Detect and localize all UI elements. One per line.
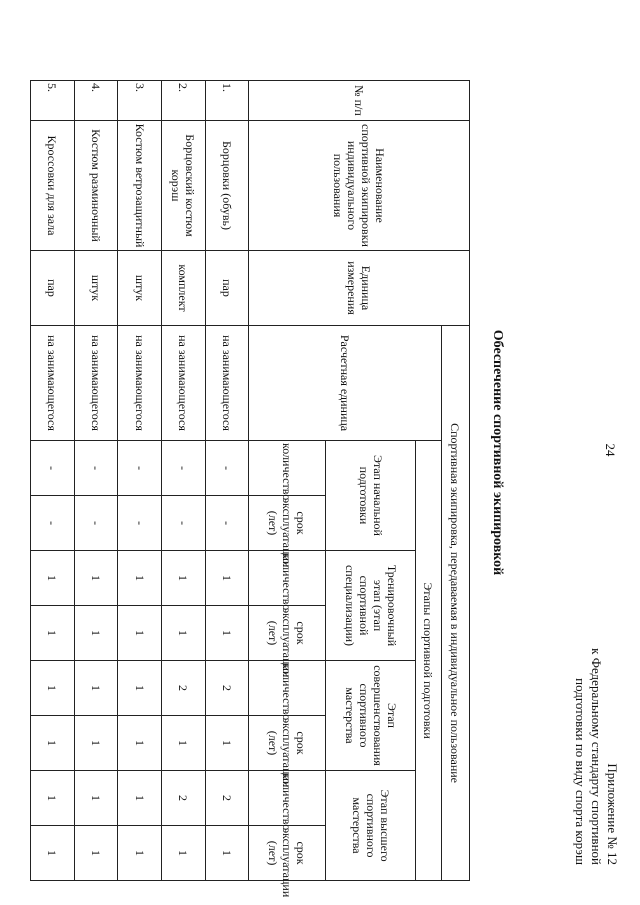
appendix-line-1: Приложение № 12 bbox=[605, 763, 620, 865]
row-value: 1 bbox=[31, 771, 75, 826]
header-calc-unit: Расчетная единица bbox=[249, 326, 442, 441]
row-value: 1 bbox=[74, 606, 118, 661]
table-row bbox=[161, 81, 205, 881]
row-value: 1 bbox=[74, 551, 118, 606]
row-value: - bbox=[205, 496, 249, 551]
row-value: 1 bbox=[161, 826, 205, 881]
row-value: 1 bbox=[118, 826, 162, 881]
header-num: № п/п bbox=[249, 81, 470, 121]
row-value: 1 bbox=[31, 606, 75, 661]
row-unit: штук bbox=[74, 251, 118, 326]
header-stage-3: Этап совершенствования спортивного мастерства bbox=[326, 661, 416, 771]
row-name: Костюм разминочный bbox=[74, 121, 118, 251]
row-value: 1 bbox=[118, 771, 162, 826]
row-value: 1 bbox=[118, 606, 162, 661]
equipment-table bbox=[30, 80, 470, 898]
header-unit: Единица измерения bbox=[249, 251, 470, 326]
appendix-line-3: подготовки по виду спорта корэш bbox=[573, 678, 588, 865]
row-name: Борцовский костюм корэш bbox=[161, 121, 205, 251]
row-unit: штук bbox=[118, 251, 162, 326]
header-qty: количество bbox=[249, 441, 326, 496]
header-stages-group: Этапы спортивной подготовки bbox=[416, 441, 442, 881]
header-row-1 bbox=[441, 81, 469, 881]
row-value: 1 bbox=[161, 551, 205, 606]
row-value: - bbox=[74, 441, 118, 496]
row-calc-unit: на занимающегося bbox=[31, 326, 75, 441]
row-value: 1 bbox=[205, 606, 249, 661]
header-qty: количество bbox=[249, 551, 326, 606]
row-value: 1 bbox=[31, 551, 75, 606]
row-calc-unit: на занимающегося bbox=[74, 326, 118, 441]
header-term: срок эксплуатации (лет) bbox=[249, 826, 326, 881]
row-num: 4. bbox=[74, 81, 118, 121]
row-calc-unit: на занимающегося bbox=[205, 326, 249, 441]
header-stage-4: Этап высшего спортивного мастерства bbox=[326, 771, 416, 881]
header-name: Наименование спортивной экипировки индивидуального пользования bbox=[249, 121, 470, 251]
header-stage-1: Этап начальной подготовки bbox=[326, 441, 416, 551]
row-value: 1 bbox=[118, 716, 162, 771]
row-value: 1 bbox=[74, 826, 118, 881]
row-value: 1 bbox=[31, 661, 75, 716]
row-value: 1 bbox=[74, 661, 118, 716]
row-value: 1 bbox=[118, 661, 162, 716]
appendix-line-2: к Федеральному стандарту спортивной bbox=[589, 648, 604, 865]
row-value: 1 bbox=[205, 826, 249, 881]
row-value: 1 bbox=[31, 826, 75, 881]
row-unit: пар bbox=[205, 251, 249, 326]
header-qty: количество bbox=[249, 771, 326, 826]
row-value: - bbox=[161, 496, 205, 551]
header-group: Спортивная экипировка, передаваемая в индивидуальное пользование bbox=[441, 326, 469, 881]
header-term: срок эксплуатации (лет) bbox=[249, 606, 326, 661]
header-stage-2: Тренировочный этап (этап спортивной специализации) bbox=[326, 551, 416, 661]
row-num: 2. bbox=[161, 81, 205, 121]
header-qty: количество bbox=[249, 661, 326, 716]
row-value: 1 bbox=[161, 606, 205, 661]
row-unit: комплект bbox=[161, 251, 205, 326]
table-row bbox=[205, 81, 249, 881]
row-value: 1 bbox=[31, 716, 75, 771]
row-value: - bbox=[31, 441, 75, 496]
row-value: 2 bbox=[205, 771, 249, 826]
document-title: Обеспечение спортивной экипировкой bbox=[490, 329, 505, 576]
row-num: 1. bbox=[205, 81, 249, 121]
row-value: 1 bbox=[205, 551, 249, 606]
row-value: 1 bbox=[74, 716, 118, 771]
header-term: срок эксплуатации (лет) bbox=[249, 496, 326, 551]
row-value: 2 bbox=[161, 771, 205, 826]
page-number: 24 bbox=[603, 443, 618, 457]
row-value: 2 bbox=[205, 661, 249, 716]
row-num: 3. bbox=[118, 81, 162, 121]
row-value: - bbox=[31, 496, 75, 551]
row-value: 1 bbox=[118, 551, 162, 606]
appendix-header bbox=[572, 435, 620, 865]
row-unit: пар bbox=[31, 251, 75, 326]
row-calc-unit: на занимающегося bbox=[161, 326, 205, 441]
row-num: 5. bbox=[31, 81, 75, 121]
row-name: Кроссовки для зала bbox=[31, 121, 75, 251]
table-row bbox=[118, 81, 162, 881]
row-calc-unit: на занимающегося bbox=[118, 326, 162, 441]
table-row bbox=[31, 81, 75, 881]
row-value: - bbox=[118, 496, 162, 551]
row-value: 2 bbox=[161, 661, 205, 716]
row-value: - bbox=[74, 496, 118, 551]
row-name: Борцовки (обувь) bbox=[205, 121, 249, 251]
row-name: Костюм ветрозащитный bbox=[118, 121, 162, 251]
table-row bbox=[74, 81, 118, 881]
header-term: срок эксплуатации (лет) bbox=[249, 716, 326, 771]
row-value: - bbox=[118, 441, 162, 496]
row-value: 1 bbox=[161, 716, 205, 771]
row-value: 1 bbox=[205, 716, 249, 771]
row-value: - bbox=[205, 441, 249, 496]
row-value: 1 bbox=[74, 771, 118, 826]
row-value: - bbox=[161, 441, 205, 496]
